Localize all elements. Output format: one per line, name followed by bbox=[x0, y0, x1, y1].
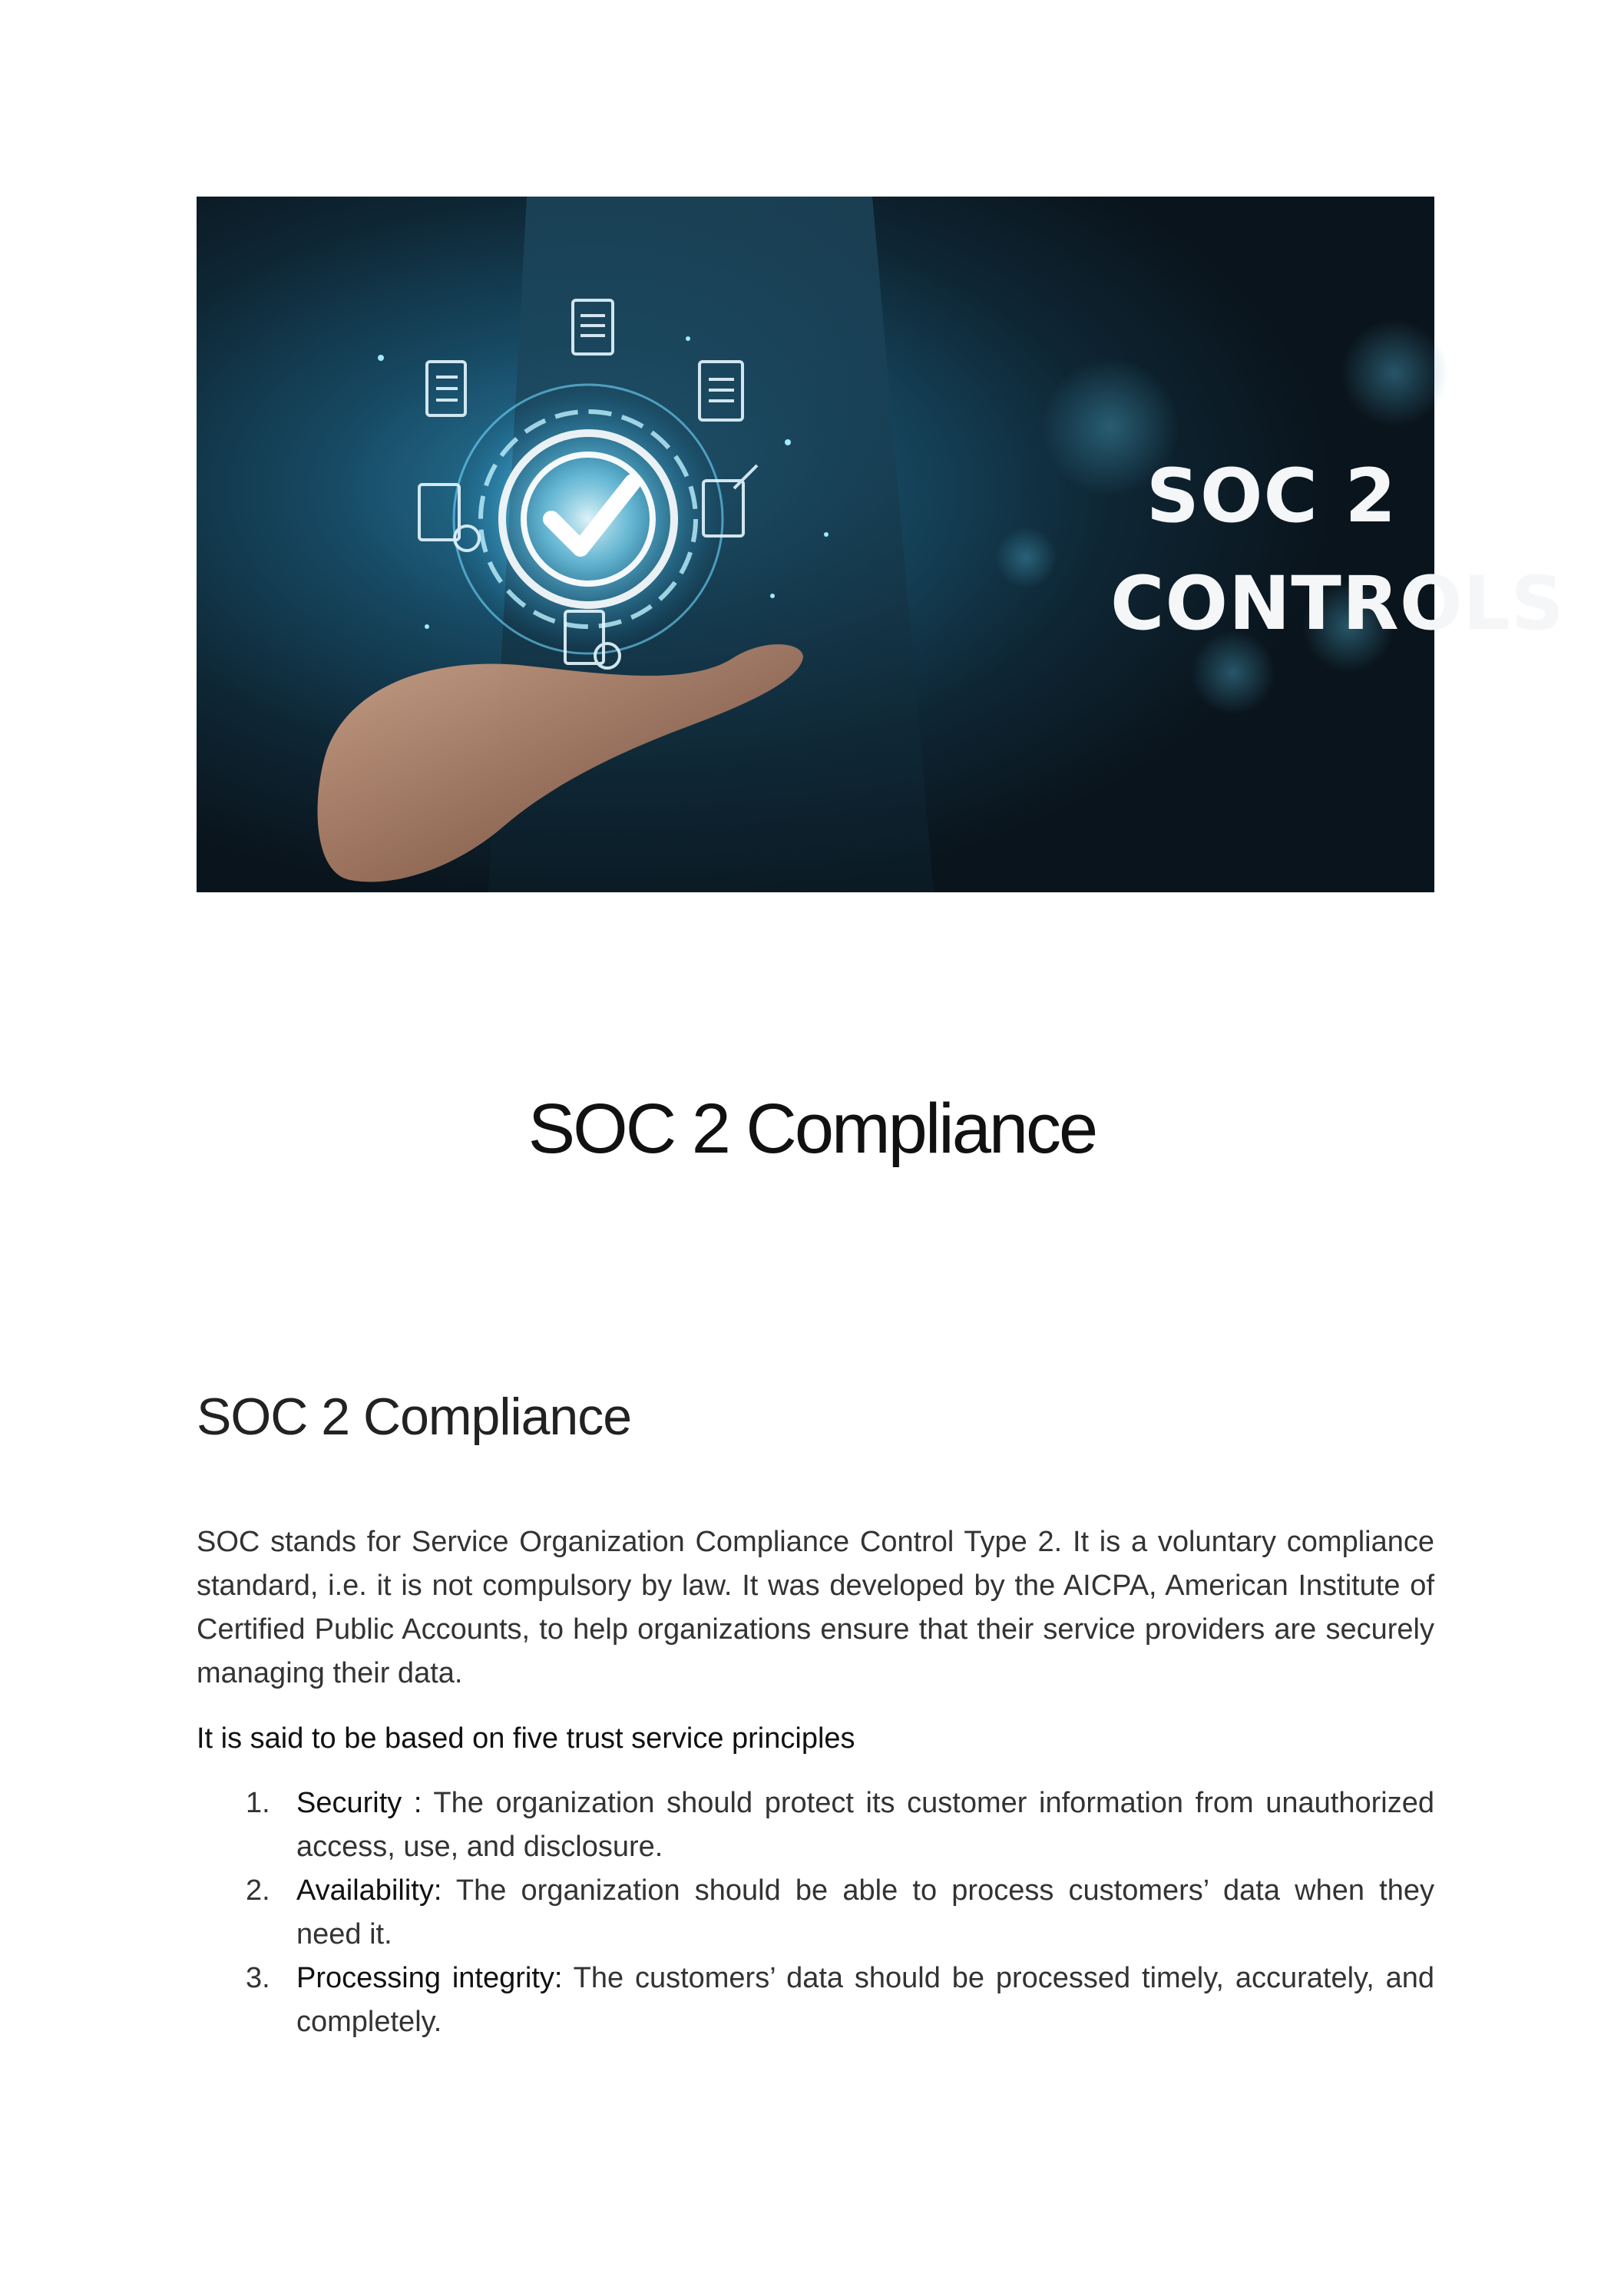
list-number: 2. bbox=[246, 1874, 270, 1907]
principle-text: The organization should be able to process customers’ data when they need it. bbox=[296, 1874, 1434, 1950]
list-number: 3. bbox=[246, 1962, 270, 1994]
principle-text: The customers’ data should be processed timely, accurately, and completely. bbox=[296, 1962, 1435, 2038]
list-number: 1. bbox=[246, 1787, 270, 1819]
list-item bbox=[197, 1957, 1434, 2044]
document-title: SOC 2 Compliance bbox=[528, 1090, 1096, 1168]
section-heading: SOC 2 Compliance bbox=[197, 1388, 632, 1446]
hero-title-line2: CONTROLS bbox=[1110, 561, 1565, 647]
hero-image bbox=[197, 197, 1565, 892]
principle-term: Availability: bbox=[296, 1874, 442, 1907]
principle-term: Security : bbox=[296, 1787, 422, 1819]
principle-term: Processing integrity: bbox=[296, 1962, 563, 1994]
intro-paragraph: SOC stands for Service Organization Compliance Control Type 2. It is a voluntary compliance standard, i.e. it is not compulsory by law. It was developed by the AICPA, American Institute of Certified Public Accounts, to help organizations ensure that their service providers are securely managing their data. bbox=[197, 1526, 1434, 1689]
hero-title-line1: SOC 2 bbox=[1146, 453, 1397, 539]
list-item bbox=[197, 1869, 1434, 1957]
list-item bbox=[197, 1782, 1434, 1869]
hero-title bbox=[1110, 442, 1565, 657]
principles-list bbox=[197, 1782, 1434, 2044]
principle-text: The organization should protect its customer information from unauthorized access, use, and disclosure. bbox=[296, 1787, 1434, 1863]
principles-lead: It is said to be based on five trust service principles bbox=[197, 1722, 855, 1755]
